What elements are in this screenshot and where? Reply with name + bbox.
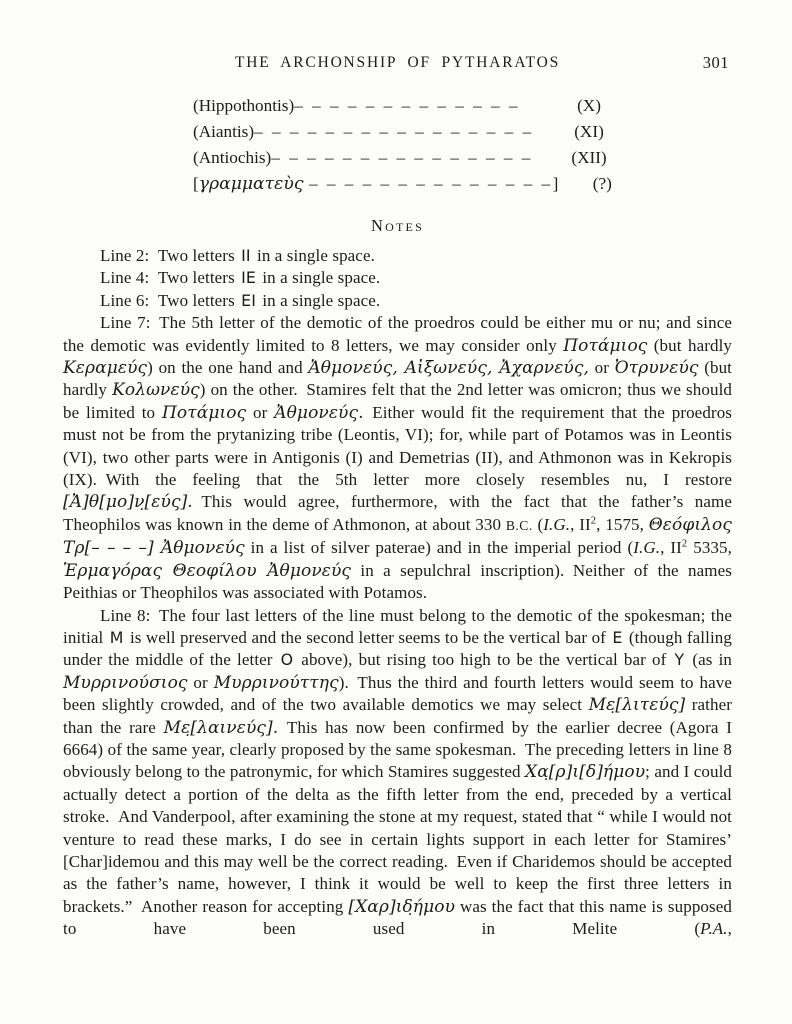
note-paragraph-line-8: Line 8: The four last letters of the line must belong to the demotic of the spokesman; the initial M is well preserved and the second letter seems to be the vertical bar of E (though falling under the middle of the letter O above), but rising too high to be the vertical bar of Y (as in Μυρρινούσιος or Μυρρινούττης). Thus the third and fourth letters would seem to have been slightly crowded, and of the two available demotics we may select Με̣[λιτεύς] rather than the rare Με̣[λαινεύς]. This has now been confirmed by the earlier decree (Agora I 6664) of the same year, clearly proposed by the same spokesman. The preceding letters in line 8 obviously belong to the patronymic, for which Stamires suggested Χα̣[ρ]ι[δ]ήμου; and I could actually detect a portion of the delta as the fifth letter from the end, preceded by a vertical stroke. And Vanderpool, after examining the stone at my request, stated that “ while I would not venture to read these marks, I do see in certain lights support in each letter for Stamires’ [Char]idemou and this may well be the correct reading. Even if Charidemos should be accepted as the father’s name, however, I think it would be well to keep the first three letters in brackets.” Another reason for accepting [Χαρ]ιδ̣ήμου was the fact that this name is supposed to have been used in Melite (P.A., (63, 605, 732, 939)
tribe-assignment-list (193, 93, 633, 197)
tribe-entry (193, 119, 545, 145)
leader-dashes: – – – – – – – – – – – – – – (308, 174, 553, 193)
tribe-name: γραμματεὺς (198, 174, 309, 194)
notes-heading: Notes (371, 216, 424, 235)
tribe-numeral: (?) (592, 174, 612, 193)
tribe-numeral: (XI) (574, 122, 604, 141)
opening-bracket: [ (193, 174, 199, 193)
tribe-numeral: (XII) (571, 148, 607, 167)
leader-dashes: – – – – – – – – – – – – – – – (271, 148, 533, 167)
tribe-name: (Antiochis) (193, 148, 272, 167)
tribe-row (193, 145, 633, 171)
tribe-name: (Hippothontis) (193, 96, 295, 115)
note-paragraph-line-7: Line 7: The 5th letter of the demotic of the proedros could be either mu or nu; and since the demotic was evidently limited to 8 letters, we may consider only Ποτάμιος (but hardly Κεραμεύς) on the one hand and Ἀθμονεύς, Αἰξωνεύς, Ἀχαρνεύς, or Ὀτρυνεύς (but hardly Κολωνεύς) on the other. Stamires felt that the 2nd letter was omicron; thus we should be limited to Ποτάμιος or Ἀθμονεύς. Either would fit the requirement that the proedros must not be from the prytanizing tribe (Leontis, VI); for, while part of Potamos was in Leontis (VI), two other parts were in Antigonis (I) and Demetrias (II), and Athmonon was in Kekropis (IX). With the feeling that the 5th letter more closely resembles nu, I restore [Ἀ]θ[μο]ν̣[εύς]. This would agree, furthermore, with the fact that the father’s name Theophilos was known in the deme of Athmonon, at about 330 B.C. (I.G., $II^2$, 1575, Θεόφιλος Τρ[– – – –] Ἀθμονεύς in a list of silver paterae) and in the imperial period (I.G., $II^2$ 5335, Ἑρμαγόρας Θεοφίλου Ἀθμονεύς in a sepulchral inscription). Neither of the names Peithias or Theophilos was associated with Potamos. (63, 313, 733, 603)
notes-body (63, 245, 732, 941)
tribe-entry (193, 93, 545, 119)
tribe-numeral: (X) (577, 96, 601, 115)
note-line-4: Line 4: Two letters IE in a single space. (100, 268, 381, 288)
tribe-entry (193, 145, 545, 171)
tribe-row (193, 93, 633, 119)
leader-dashes: – – – – – – – – – – – – – – – – (254, 122, 534, 141)
page-title: THE ARCHONSHIP OF PYTHARATOS (234, 54, 561, 71)
tribe-row (193, 119, 633, 145)
running-head (63, 0, 732, 76)
note-line-2: Line 2: Two letters II in a single space. (100, 246, 375, 265)
leader-dashes: – – – – – – – – – – – – – (294, 96, 520, 115)
tribe-name: (Aiantis) (193, 122, 255, 141)
tribe-row (193, 171, 633, 197)
closing-bracket: ] (552, 174, 559, 193)
tribe-entry (193, 171, 558, 197)
page-number: 301 (702, 53, 729, 72)
note-line-6: Line 6: Two letters EI in a single space. (100, 290, 381, 310)
page-content (63, 0, 732, 941)
